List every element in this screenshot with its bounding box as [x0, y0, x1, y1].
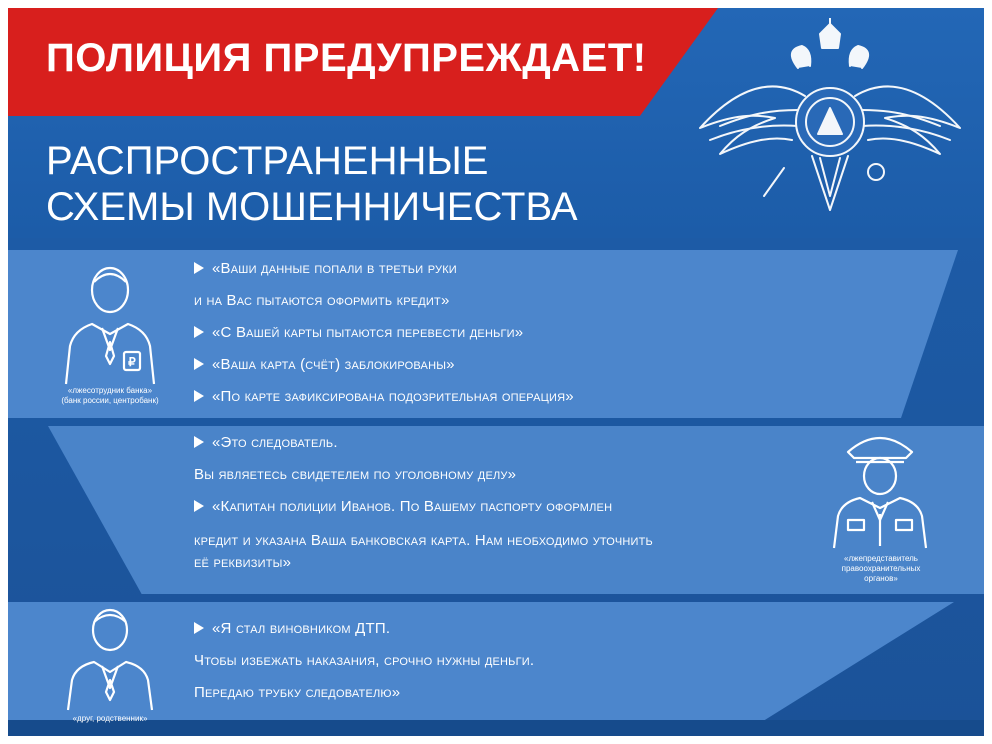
- scheme-line: «Это следователь.: [212, 434, 338, 451]
- triangle-bullet-icon: [194, 436, 204, 448]
- triangle-bullet-icon: [194, 326, 204, 338]
- warning-title: ПОЛИЦИЯ ПРЕДУПРЕЖДАЕТ!: [46, 36, 647, 80]
- triangle-bullet-icon: [194, 358, 204, 370]
- scheme-line: её реквизиты»: [194, 554, 292, 571]
- scheme-line: Чтобы избежать наказания, срочно нужны деньги.: [194, 652, 535, 669]
- main-title: РАСПРОСТРАНЕННЫЕ СХЕМЫ МОШЕННИЧЕСТВА: [46, 139, 578, 229]
- triangle-bullet-icon: [194, 622, 204, 634]
- scheme-line: кредит и указана Ваша банковская карта. Нам необходимо уточнить: [194, 532, 653, 549]
- bank-employee-caption: «лжесотрудник банка» (банк россии, центробанк): [61, 386, 159, 405]
- scheme-line: «Капитан полиции Иванов. По Вашему паспорту оформлен: [212, 498, 613, 515]
- friend-relative-icon: [62, 604, 158, 712]
- scheme-line: «С Вашей карты пытаются перевести деньги»: [212, 324, 524, 341]
- scheme-line: «Ваша карта (счёт) заблокированы»: [212, 356, 455, 373]
- police-officer-icon: [826, 428, 934, 550]
- triangle-bullet-icon: [194, 390, 204, 402]
- triangle-bullet-icon: [194, 500, 204, 512]
- scheme-line: «По карте зафиксирована подозрительная операция»: [212, 388, 574, 405]
- friend-relative-caption: «друг, родственник»: [72, 714, 148, 723]
- scheme-line: Вы являетесь свидетелем по уголовному делу»: [194, 466, 517, 483]
- scheme-line: Передаю трубку следователю»: [194, 684, 401, 701]
- scheme-line: «Я стал виновником ДТП.: [212, 620, 391, 637]
- scheme-line: и на Вас пытаются оформить кредит»: [194, 292, 450, 309]
- poster: [8, 8, 984, 736]
- bank-employee-icon: [60, 260, 160, 386]
- police-impersonator-caption: «лжепредставитель правоохранительных органов»: [841, 554, 921, 583]
- scheme-line: «Ваши данные попали в третьи руки: [212, 260, 457, 277]
- svg-text:₽: ₽: [128, 355, 136, 369]
- double-headed-eagle-emblem-icon: [680, 18, 980, 218]
- triangle-bullet-icon: [194, 262, 204, 274]
